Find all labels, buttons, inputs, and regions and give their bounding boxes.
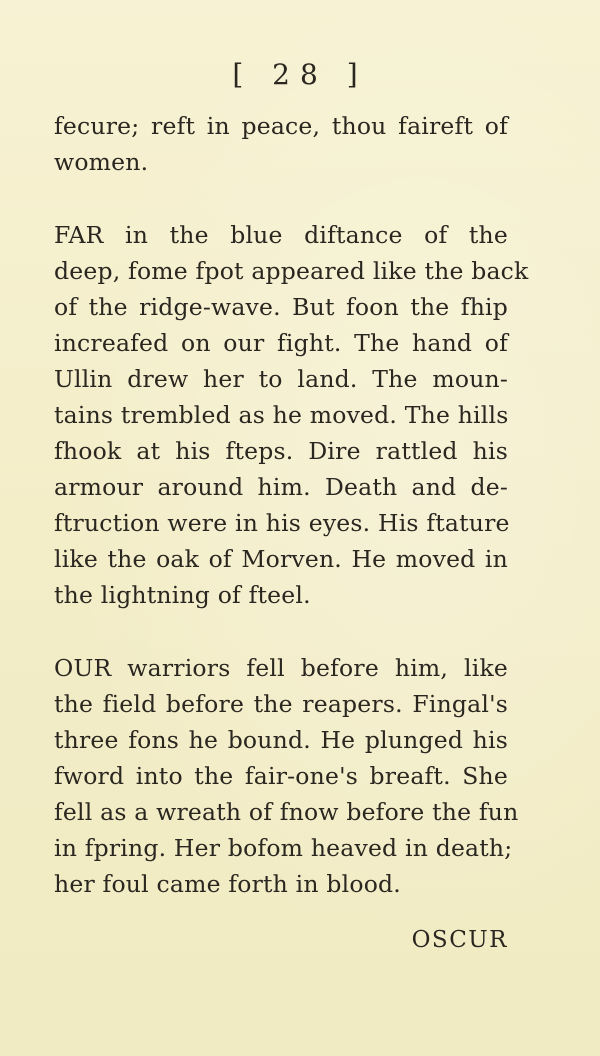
text-line: the field before the reapers. Fingal's	[54, 690, 508, 718]
page-number: [ 28 ]	[232, 58, 368, 91]
text-line: fhook at his fteps. Dire rattled his	[54, 437, 508, 465]
text-line: tains trembled as he moved. The hills	[54, 401, 509, 429]
text-line: fword into the fair-one's breaft. She	[54, 762, 508, 790]
text-line: women.	[54, 148, 149, 176]
text-line: OUR warriors fell before him, like	[54, 654, 508, 682]
paragraph-2	[54, 217, 529, 613]
paragraph-1	[54, 108, 508, 180]
text-line: FAR in the blue diftance of the	[54, 221, 508, 249]
text-line: Ullin drew her to land. The moun-	[54, 365, 508, 393]
text-line: armour around him. Death and de-	[54, 473, 508, 501]
text-line: of the ridge-wave. But foon the fhip	[54, 293, 508, 321]
text-line: ftruction were in his eyes. His ftature	[54, 509, 510, 537]
text-line: fecure; reft in peace, thou faireft of	[54, 112, 508, 140]
catchword: OSCUR	[411, 927, 508, 953]
text-line: fell as a wreath of fnow before the fun	[54, 798, 519, 826]
text-line: the lightning of fteel.	[54, 581, 311, 609]
text-line: in fpring. Her bofom heaved in death;	[54, 834, 513, 862]
text-line: three fons he bound. He plunged his	[54, 726, 508, 754]
paragraph-3	[54, 650, 519, 902]
text-line: like the oak of Morven. He moved in	[54, 545, 508, 573]
text-line: deep, fome fpot appeared like the back	[54, 257, 529, 285]
text-line: her foul came forth in blood.	[54, 870, 401, 898]
text-line: increafed on our fight. The hand of	[54, 329, 508, 357]
